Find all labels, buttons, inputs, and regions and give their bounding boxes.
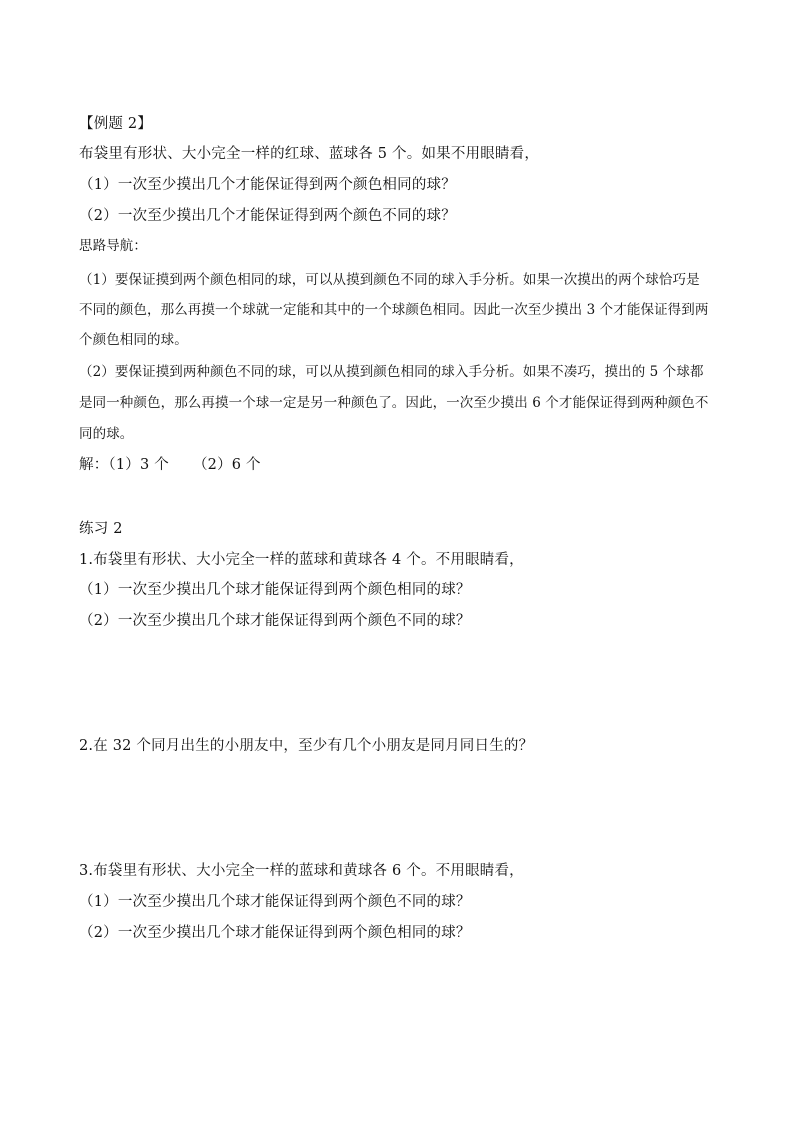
practice-problem-3: 3.布袋里有形状、大小完全一样的蓝球和黄球各 6 个。不用眼睛看，: [79, 863, 524, 879]
guide-1-line-2: 不同的颜色，那么再摸一个球就一定能和其中的一个球颜色相同。因此一次至少摸出 3 个才能保证得到两: [79, 302, 709, 318]
practice-problem-1: 1.布袋里有形状、大小完全一样的蓝球和黄球各 4 个。不用眼睛看，: [79, 552, 524, 568]
example-heading: 【例题 2】: [79, 116, 153, 132]
guide-1-line-3: 个颜色相同的球。: [79, 332, 188, 348]
practice-problem-1-question-1: （1）一次至少摸出几个球才能保证得到两个颜色相同的球？: [79, 582, 471, 598]
example-answer: 解：（1）3 个 （2）6 个: [79, 457, 261, 473]
practice-heading: 练习 2: [79, 521, 123, 537]
guide-2-line-1: （2）要保证摸到两种颜色不同的球，可以从摸到颜色相同的球入手分析。如果不凑巧，摸出的 5 个球都: [79, 364, 704, 380]
guide-1-line-1: （1）要保证摸到两个颜色相同的球，可以从摸到颜色不同的球入手分析。如果一次摸出的两个球恰巧是: [79, 272, 700, 288]
practice-problem-2: 2.在 32 个同月出生的小朋友中，至少有几个小朋友是同月同日生的？: [79, 738, 534, 754]
example-problem: 布袋里有形状、大小完全一样的红球、蓝球各 5 个。如果不用眼睛看，: [79, 146, 540, 162]
practice-problem-3-question-2: （2）一次至少摸出几个球才能保证得到两个颜色相同的球？: [79, 925, 471, 941]
guide-2-line-2: 是同一种颜色，那么再摸一个球一定是另一种颜色了。因此，一次至少摸出 6 个才能保证得到两种颜色不: [79, 395, 709, 411]
example-question-2: （2）一次至少摸出几个才能保证得到两个颜色不同的球？: [79, 208, 456, 224]
example-question-1: （1）一次至少摸出几个才能保证得到两个颜色相同的球？: [79, 177, 456, 193]
practice-problem-3-question-1: （1）一次至少摸出几个球才能保证得到两个颜色不同的球？: [79, 894, 471, 910]
guide-2-line-3: 同的球。: [79, 426, 134, 442]
practice-problem-1-question-2: （2）一次至少摸出几个球才能保证得到两个颜色不同的球？: [79, 613, 471, 629]
guide-label: 思路导航：: [79, 238, 147, 254]
